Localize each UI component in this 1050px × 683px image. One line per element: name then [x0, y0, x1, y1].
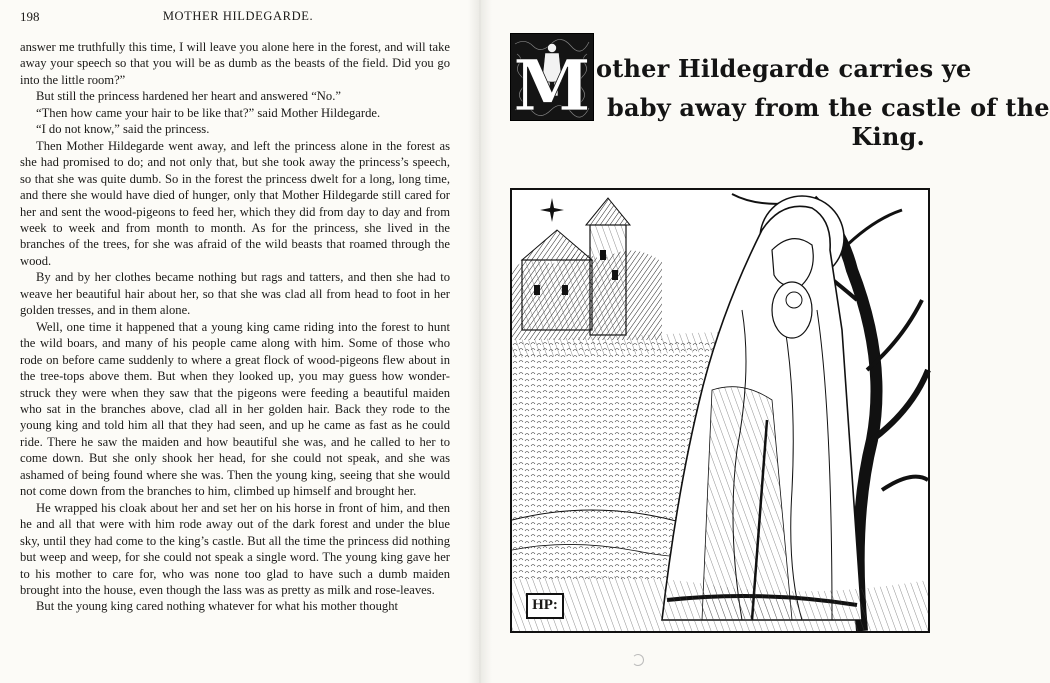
illustration-caption-line-2: baby away from the castle of the	[607, 93, 1050, 122]
right-page	[492, 0, 1050, 683]
page-number: 198	[20, 9, 40, 24]
paragraph: Well, one time it happened that a young king came riding into the forest to hunt the wild boars, and many of his people came along with him. Some of those who rode on before came suddenly to where a great flock of wood-pigeons flew about in the tree-tops above them. But when they looked up, you may guess how wonder-struck they were when they saw that the pigeons were feeding a beautiful maiden who sat in the branches above, clad all in her golden hair. Back they rode to the young king and told him all that they had seen, and up he came as fast as he could ride. There he saw the maiden and how beautiful she was, and he called to her to come down. But she only shook her head, for she could not speak, and she was ashamed of being found where she was. Then the young king, seeing that she would not come down from the branches to him, climbed up himself and brought her.	[20, 319, 450, 499]
left-page	[0, 0, 476, 683]
book-gutter	[468, 0, 492, 683]
paragraph: answer me truthfully this time, I will leave you alone here in the forest, and will take away your speech so that you will be as dumb as the beasts of the field. Did you go into the little room?”	[20, 40, 450, 87]
page-margin-mark	[632, 654, 644, 666]
illustration-art	[512, 190, 928, 631]
body-text	[20, 39, 450, 615]
running-title: MOTHER HILDEGARDE.	[162, 9, 314, 23]
paragraph: “Then how came your hair to be like that?” said Mother Hildegarde.	[36, 105, 381, 120]
running-head	[20, 9, 456, 29]
paragraph: But the young king cared nothing whatever for what his mother thought	[36, 599, 398, 614]
paragraph: By and by her clothes became nothing but rags and tatters, and then she had to weave her beautiful hair about her, so that she was clad all from head to foot in her golden tresses, and in them alone.	[20, 270, 450, 318]
decorated-initial	[510, 33, 594, 127]
paragraph: “I do not know,” said the princess.	[36, 122, 210, 137]
woodcut-illustration	[510, 188, 930, 633]
illustrator-monogram: HP:	[526, 593, 564, 619]
decorated-initial-art	[511, 34, 593, 127]
paragraph: But still the princess hardened her heart and answered “No.”	[36, 89, 341, 104]
paragraph: He wrapped his cloak about her and set her on his horse in front of him, and then he and all that were with him rode away out of the dark forest and under the blue sky, until they had come to the king’s castle. But all the time the princess did nothing but weep and weep, for she could not speak a single word. The young king gave her to his mother to care for, who was none too glad to have such a dumb maiden brought into the house, even though the lass was as pretty as milk and rose-leaves.	[20, 500, 450, 597]
illustration-caption-line-1: other Hildegarde carries ye	[596, 54, 972, 83]
initial-letter: M	[513, 44, 591, 127]
illustration-caption-line-3: King.	[851, 122, 925, 151]
paragraph: Then Mother Hildegarde went away, and left the princess alone in the forest as she had promised to do; and not only that, but she took away the princess’s speech, so that she was quite dumb. So in the forest the princess dwelt for a long, long time, and there she would have died of hunger, only that Mother Hildegarde still cared for her and sent the wood-pigeons to feed her, which they did from day to day and from week to week and from month to month. As for the princess, she lived in the branches of the trees, for she was afraid of the wild beasts that roamed through the wood.	[20, 138, 450, 268]
